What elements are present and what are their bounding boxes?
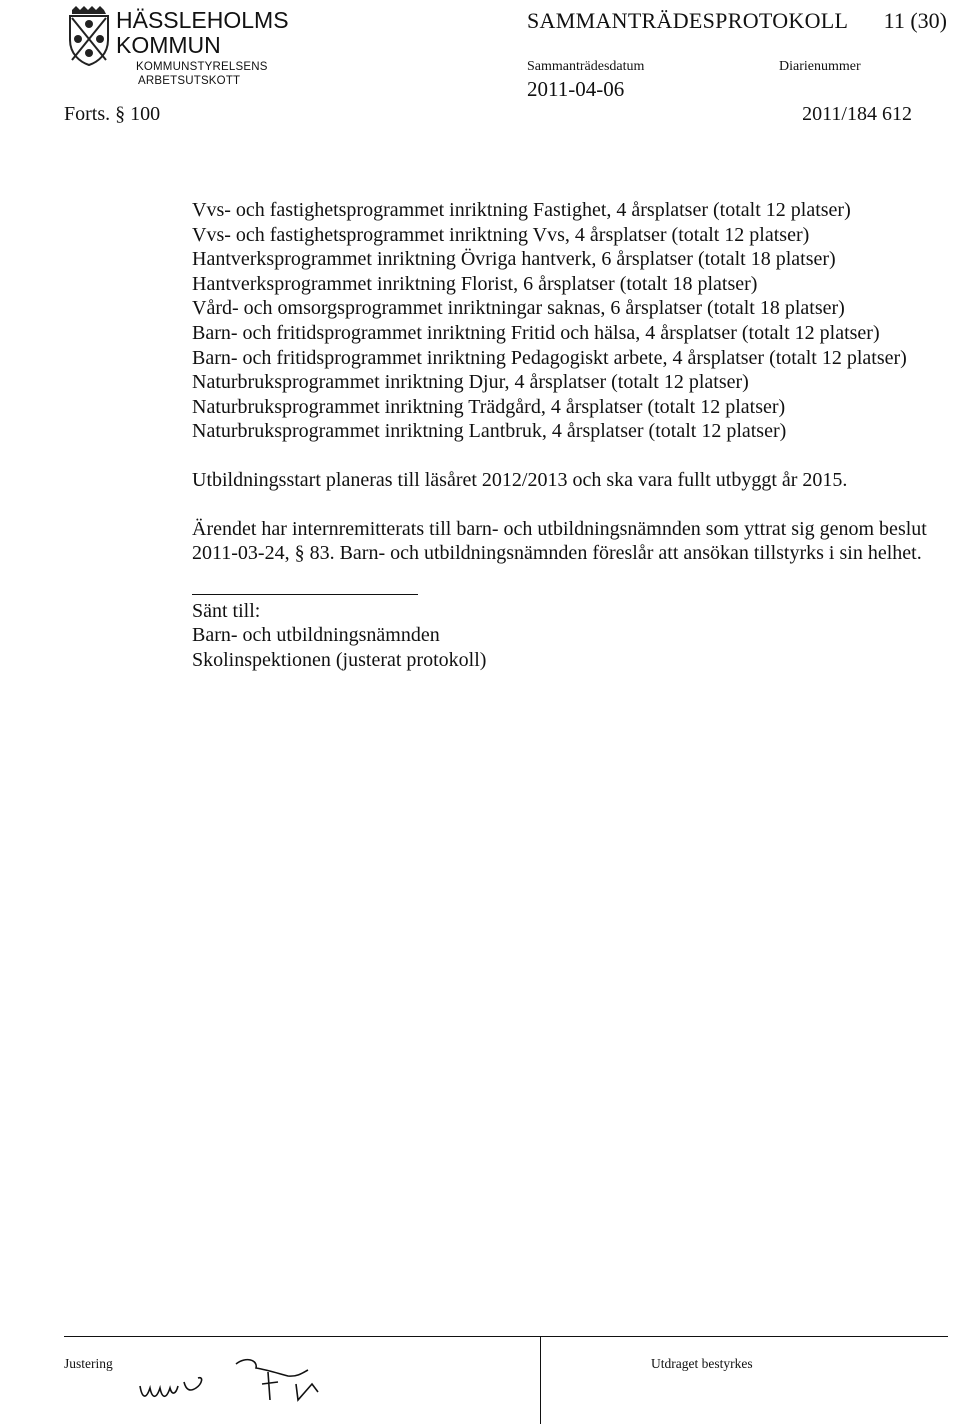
divider	[192, 594, 418, 595]
continuation-section: Forts. § 100	[64, 103, 161, 125]
program-line: Naturbruksprogrammet inriktning Trädgård, 4 årsplatser (totalt 12 platser)	[192, 395, 786, 418]
footer-column-divider	[540, 1337, 541, 1424]
document-body	[192, 198, 952, 673]
org-sub-line-2: ARBETSUTSKOTT	[138, 75, 241, 87]
program-line: Vvs- och fastighetsprogrammet inriktning Fastighet, 4 årsplatser (totalt 12 platser)	[192, 199, 851, 221]
meeting-date-label: Sammanträdesdatum	[527, 59, 645, 74]
program-line: Naturbruksprogrammet inriktning Lantbruk, 4 årsplatser (totalt 12 platser)	[192, 420, 787, 443]
program-line: Vvs- och fastighetsprogrammet inriktning Vvs, 4 årsplatser (totalt 12 platser)	[192, 223, 810, 246]
page-number: 11 (30)	[883, 8, 947, 33]
diary-number: 2011/184 612	[802, 103, 912, 125]
handwritten-initials-signature	[128, 1342, 358, 1408]
program-line: Barn- och fritidsprogrammet inriktning Fritid och hälsa, 4 årsplatser (totalt 12 platser)	[192, 321, 880, 344]
document-title: SAMMANTRÄDESPROTOKOLL	[527, 8, 849, 33]
organization-subtitle	[136, 60, 268, 88]
municipality-coat-of-arms-logo	[66, 6, 112, 66]
paragraph-education-start: Utbildningsstart planeras till läsåret 2012/2013 och ska vara fullt utbyggt år 2015.	[192, 468, 848, 491]
footer-divider	[64, 1336, 948, 1337]
org-sub-line-1: KOMMUNSTYRELSENS	[136, 61, 268, 73]
extract-certified-label: Utdraget bestyrkes	[651, 1356, 753, 1371]
org-name-line-2: KOMMUN	[116, 32, 221, 58]
meeting-date: 2011-04-06	[527, 77, 625, 101]
program-line: Vård- och omsorgsprogrammet inriktningar saknas, 6 årsplatser (totalt 18 platser)	[192, 297, 845, 320]
diary-number-label: Diarienummer	[779, 59, 861, 74]
justering-label: Justering	[64, 1356, 113, 1371]
recipient-item: Skolinspektionen (justerat protokoll)	[192, 648, 487, 671]
recipient-item: Barn- och utbildningsnämnden	[192, 624, 440, 647]
sent-to-label: Sänt till:	[192, 599, 261, 622]
org-name-line-1: HÄSSLEHOLMS	[116, 7, 289, 33]
program-line: Hantverksprogrammet inriktning Florist, 6 årsplatser (totalt 18 platser)	[192, 272, 758, 295]
program-line: Hantverksprogrammet inriktning Övriga hantverk, 6 årsplatser (totalt 18 platser)	[192, 248, 836, 271]
organization-name	[116, 8, 289, 58]
program-line: Naturbruksprogrammet inriktning Djur, 4 årsplatser (totalt 12 platser)	[192, 371, 749, 394]
paragraph-referral: Ärendet har internremitterats till barn- och utbildningsnämnden som yttrat sig genom beslut 2011-03-24, § 83. Barn- och utbildningsnämnden föreslår att ansökan tillstyrks i sin helhet.	[192, 517, 927, 565]
program-line: Barn- och fritidsprogrammet inriktning Pedagogiskt arbete, 4 årsplatser (totalt 12 platser)	[192, 346, 907, 369]
